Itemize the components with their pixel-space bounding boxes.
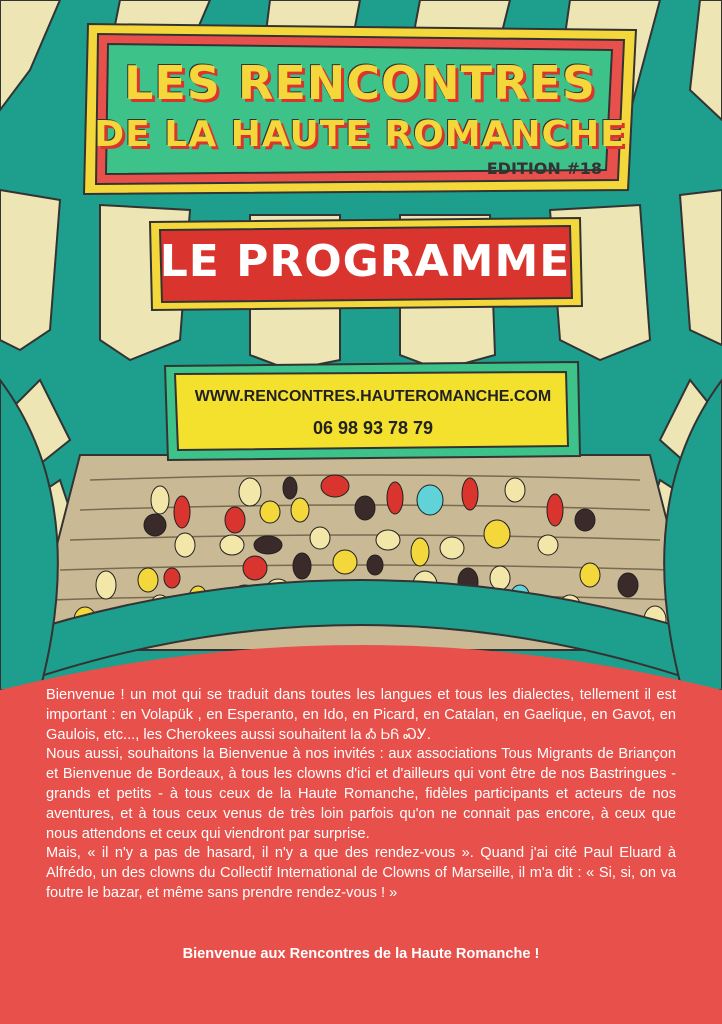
program-label: LE PROGRAMME: [159, 236, 571, 287]
intro-paragraph-2: Nous aussi, souhaitons la Bienvenue à nos invités : aux associations Tous Migrants de Briançon et Bienvenue de Bordeaux, à tous les clowns d'ici et d'ailleurs qui vont être de nos Bastringues - grands et petits - à tous ceux de la Haute Romanche, fidèles participants et acteurs de nos aventures, et à tous ceux venus de très loin parfois qu'on ne connait pas encore, à ceux que nous attendons et ceux qui viendront par surprise.: [46, 746, 676, 842]
website-link[interactable]: WWW.RENCONTRES.HAUTEROMANCHE.COM: [194, 388, 552, 405]
closing-line: Bienvenue aux Rencontres de la Haute Romanche !: [182, 946, 540, 962]
event-title-line2: DE LA HAUTE ROMANCHE: [94, 114, 626, 155]
phone-number[interactable]: 06 98 93 78 79: [312, 418, 434, 438]
event-title-banner: [84, 22, 636, 194]
intro-text: [46, 686, 676, 904]
intro-paragraph-1: Bienvenue ! un mot qui se traduit dans toutes les langues et tous les dialectes, tellement il est important : en Volapük , en Esperanto, en Ido, en Picard, en Catalan, en Gaelique, en Gavot, en Gaulois, etc..., les Cherokees aussi souhaitent la Ꭳ ᏏᏲ ᏍᎩ.: [46, 687, 676, 743]
edition-label: EDITION #18: [486, 159, 602, 178]
contact-banner: [168, 366, 578, 458]
event-title-line1: LES RENCONTRES: [124, 56, 596, 110]
program-banner: [150, 218, 580, 308]
intro-paragraph-3: Mais, « il n'y a pas de hasard, il n'y a que des rendez-vous ». Quand j'ai cité Paul Eluard à Alfrédo, un des clowns du Collectif International de Clowns of Marseille, il m'a dit : « Si, si, on va foutre le bazar, et même sans prendre rendez-vous ! »: [46, 845, 676, 901]
